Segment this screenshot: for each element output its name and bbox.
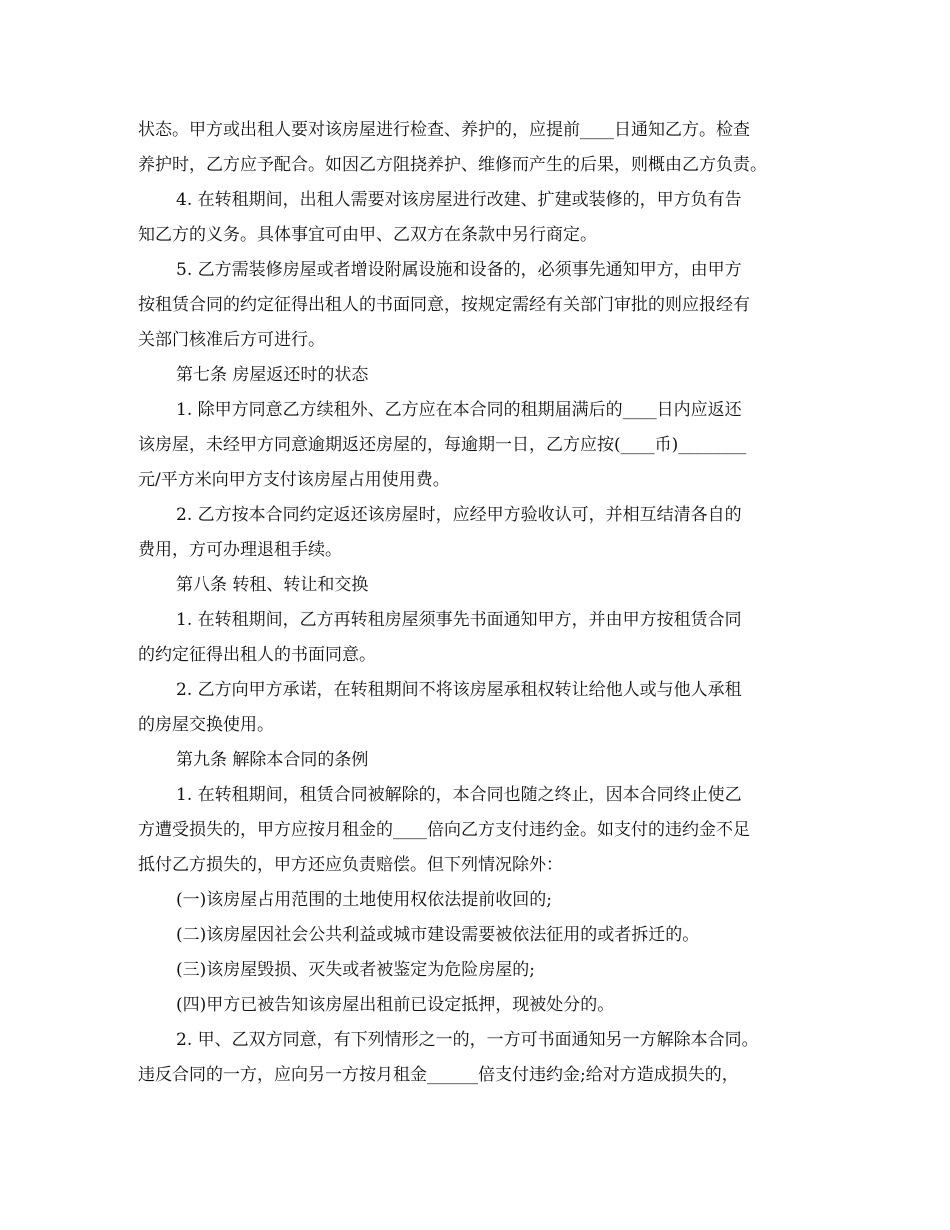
- text-line: 状态。甲方或出租人要对该房屋进行检查、养护的，应提前____日通知乙方。检查: [138, 120, 750, 140]
- list-item-text: 4. 在转租期间，出租人需要对该房屋进行改建、扩建或装修的，甲方负有告: [176, 190, 742, 210]
- text-line: 的房屋交换使用。: [138, 715, 274, 735]
- list-item-text: 2. 乙方按本合同约定返还该房屋时，应经甲方验收认可，并相互结清各自的: [176, 505, 742, 525]
- list-item-text: 2. 乙方向甲方承诺，在转租期间不将该房屋承租权转让给他人或与他人承租: [176, 680, 742, 700]
- text-line: 知乙方的义务。具体事宜可由甲、乙双方在条款中另行商定。: [138, 225, 597, 245]
- text-line: 方遭受损失的，甲方应按月租金的____倍向乙方支付违约金。如支付的违约金不足: [138, 820, 750, 840]
- list-item-text: 1. 在转租期间，租赁合同被解除的，本合同也随之终止，因本合同终止使乙: [176, 785, 742, 805]
- text-line: 按租赁合同的约定征得出租人的书面同意，按规定需经有关部门审批的则应报经有: [138, 295, 750, 315]
- list-item-text: 2. 甲、乙双方同意，有下列情形之一的，一方可书面通知另一方解除本合同。: [176, 1030, 759, 1050]
- exception-item: (一)该房屋占用范围的土地使用权依法提前收回的;: [176, 890, 552, 910]
- text-line: 违反合同的一方，应向另一方按月租金______倍支付违约金;给对方造成损失的，: [138, 1065, 739, 1085]
- list-item-text: 1. 在转租期间，乙方再转租房屋须事先书面通知甲方，并由甲方按租赁合同: [176, 610, 742, 630]
- text-line: 关部门核准后方可进行。: [138, 330, 325, 350]
- exception-item: (四)甲方已被告知该房屋出租前已设定抵押，现被处分的。: [176, 995, 615, 1015]
- exception-item: (二)该房屋因社会公共利益或城市建设需要被依法征用的或者拆迁的。: [176, 925, 700, 945]
- section-heading: 第八条 转租、转让和交换: [176, 575, 369, 595]
- text-line: 抵付乙方损失的，甲方还应负责赔偿。但下列情况除外：: [138, 855, 563, 875]
- exception-item: (三)该房屋毁损、灭失或者被鉴定为危险房屋的;: [176, 960, 535, 980]
- text-line: 的约定征得出租人的书面同意。: [138, 645, 376, 665]
- section-heading: 第九条 解除本合同的条例: [176, 750, 369, 770]
- list-item-text: 1. 除甲方同意乙方续租外、乙方应在本合同的租期届满后的____日内应返还: [176, 400, 742, 420]
- text-line: 该房屋，未经甲方同意逾期返还房屋的，每逾期一日，乙方应按(____币)________: [138, 435, 747, 455]
- section-heading: 第七条 房屋返还时的状态: [176, 365, 369, 385]
- text-line: 养护时，乙方应予配合。如因乙方阻挠养护、维修而产生的后果，则概由乙方负责。: [138, 155, 767, 175]
- text-line: 费用，方可办理退租手续。: [138, 540, 342, 560]
- list-item-text: 5. 乙方需装修房屋或者增设附属设施和设备的，必须事先通知甲方，由甲方: [176, 260, 742, 280]
- text-line: 元/平方米向甲方支付该房屋占用使用费。: [138, 470, 450, 490]
